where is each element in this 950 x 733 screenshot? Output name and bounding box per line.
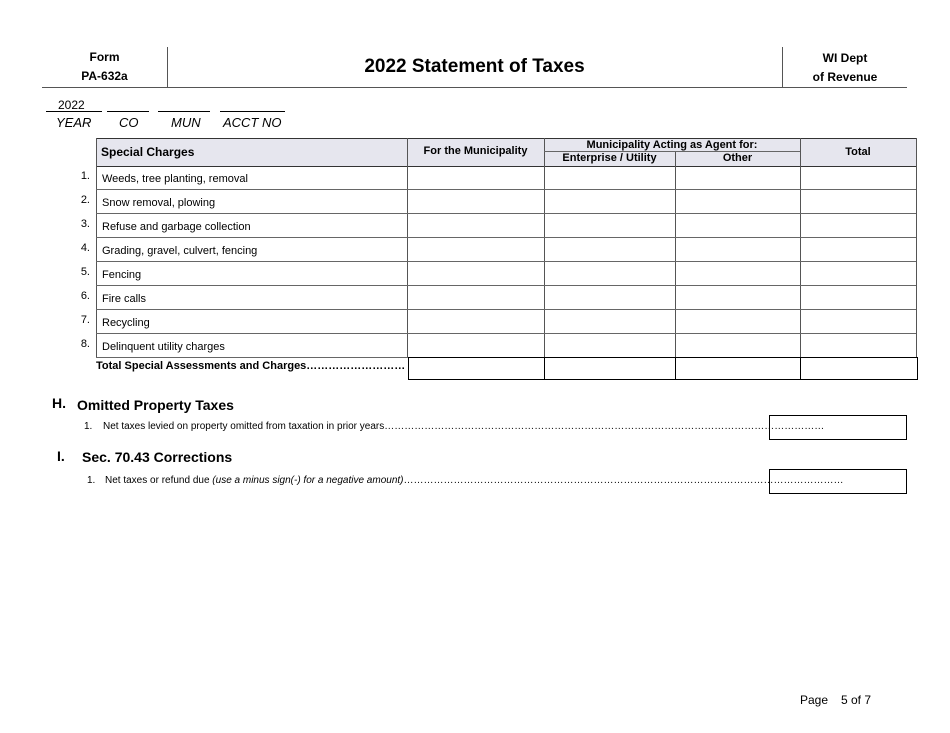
column-header-agent: Municipality Acting as Agent for: (586, 139, 758, 151)
special-charges-table (80, 138, 918, 380)
department-line-2: of Revenue (812, 70, 878, 84)
row-number: 5. (80, 266, 90, 278)
total-total-field[interactable] (800, 357, 918, 380)
year-value: 2022 (58, 98, 85, 112)
omitted-taxes-field[interactable] (769, 415, 907, 440)
row-separator (96, 213, 916, 214)
municipality-field[interactable] (158, 111, 210, 112)
total-municipality-field[interactable] (408, 357, 545, 380)
title-box (167, 47, 782, 88)
row-separator (96, 285, 916, 286)
section-i-line-text: Net taxes or refund due (105, 475, 210, 486)
county-label: CO (119, 115, 139, 130)
row-number: 1. (80, 170, 90, 182)
column-header-charges: Special Charges (101, 145, 195, 159)
row-separator (96, 237, 916, 238)
grid-line (96, 138, 97, 358)
grid-line (916, 138, 917, 358)
grid-line (407, 138, 408, 358)
column-header-municipality: For the Municipality (423, 145, 528, 157)
grid-line (544, 138, 545, 358)
row-number: 2. (80, 194, 90, 206)
row-number: 6. (80, 290, 90, 302)
column-header-enterprise: Enterprise / Utility (562, 152, 657, 164)
form-label: Form (89, 50, 120, 64)
total-other-field[interactable] (675, 357, 801, 380)
section-h-line (103, 421, 825, 432)
municipality-label: MUN (171, 115, 201, 130)
account-number-label: ACCT NO (223, 115, 282, 130)
row-separator (96, 333, 916, 334)
row-separator (96, 309, 916, 310)
row-label: Delinquent utility charges (102, 341, 225, 353)
department-box (782, 47, 907, 88)
row-label: Fencing (102, 269, 142, 281)
row-label: Recycling (102, 317, 150, 329)
row-separator (96, 261, 916, 262)
row-number: 8. (80, 338, 90, 350)
dot-leader: …………………………………………………………………………………………………………………… (384, 421, 825, 432)
page-number: 5 of 7 (841, 693, 872, 707)
row-number: 3. (80, 218, 90, 230)
column-header-other: Other (722, 152, 753, 164)
form-number: PA-632a (81, 69, 128, 83)
section-h-line-number: 1. (84, 421, 93, 432)
section-i-title: Sec. 70.43 Corrections (82, 449, 233, 465)
year-field[interactable] (46, 111, 102, 112)
row-number: 4. (80, 242, 90, 254)
section-h-letter: H. (52, 395, 66, 411)
page-label: Page (800, 693, 829, 707)
section-i-line-note: (use a minus sign(-) for a negative amount) (212, 475, 404, 486)
row-label: Refuse and garbage collection (102, 221, 251, 233)
grid-line (800, 138, 801, 358)
column-header-total: Total (845, 146, 871, 158)
grid-line (675, 151, 676, 358)
row-label: Grading, gravel, culvert, fencing (102, 245, 258, 257)
total-row-label: Total Special Assessments and Charges……………………… (96, 360, 406, 372)
row-label: Snow removal, plowing (102, 197, 216, 209)
section-h-line-text: Net taxes levied on property omitted from taxation in prior years (103, 421, 385, 432)
section-h-title: Omitted Property Taxes (77, 397, 234, 413)
county-field[interactable] (107, 111, 149, 112)
account-number-field[interactable] (220, 111, 285, 112)
row-number: 7. (80, 314, 90, 326)
page-title: 2022 Statement of Taxes (364, 56, 585, 77)
section-i-line (105, 475, 844, 486)
total-enterprise-field[interactable] (544, 357, 676, 380)
form-id-box (42, 47, 168, 88)
row-label: Fire calls (102, 293, 147, 305)
dot-leader: …………………………………………………………………………………………………………………… (403, 475, 844, 486)
row-separator (96, 189, 916, 190)
section-i-letter: I. (57, 448, 65, 464)
corrections-field[interactable] (769, 469, 907, 494)
section-i-line-number: 1. (87, 475, 96, 486)
row-label: Weeds, tree planting, removal (102, 173, 248, 185)
year-label: YEAR (56, 115, 92, 130)
department-line-1: WI Dept (822, 51, 868, 65)
